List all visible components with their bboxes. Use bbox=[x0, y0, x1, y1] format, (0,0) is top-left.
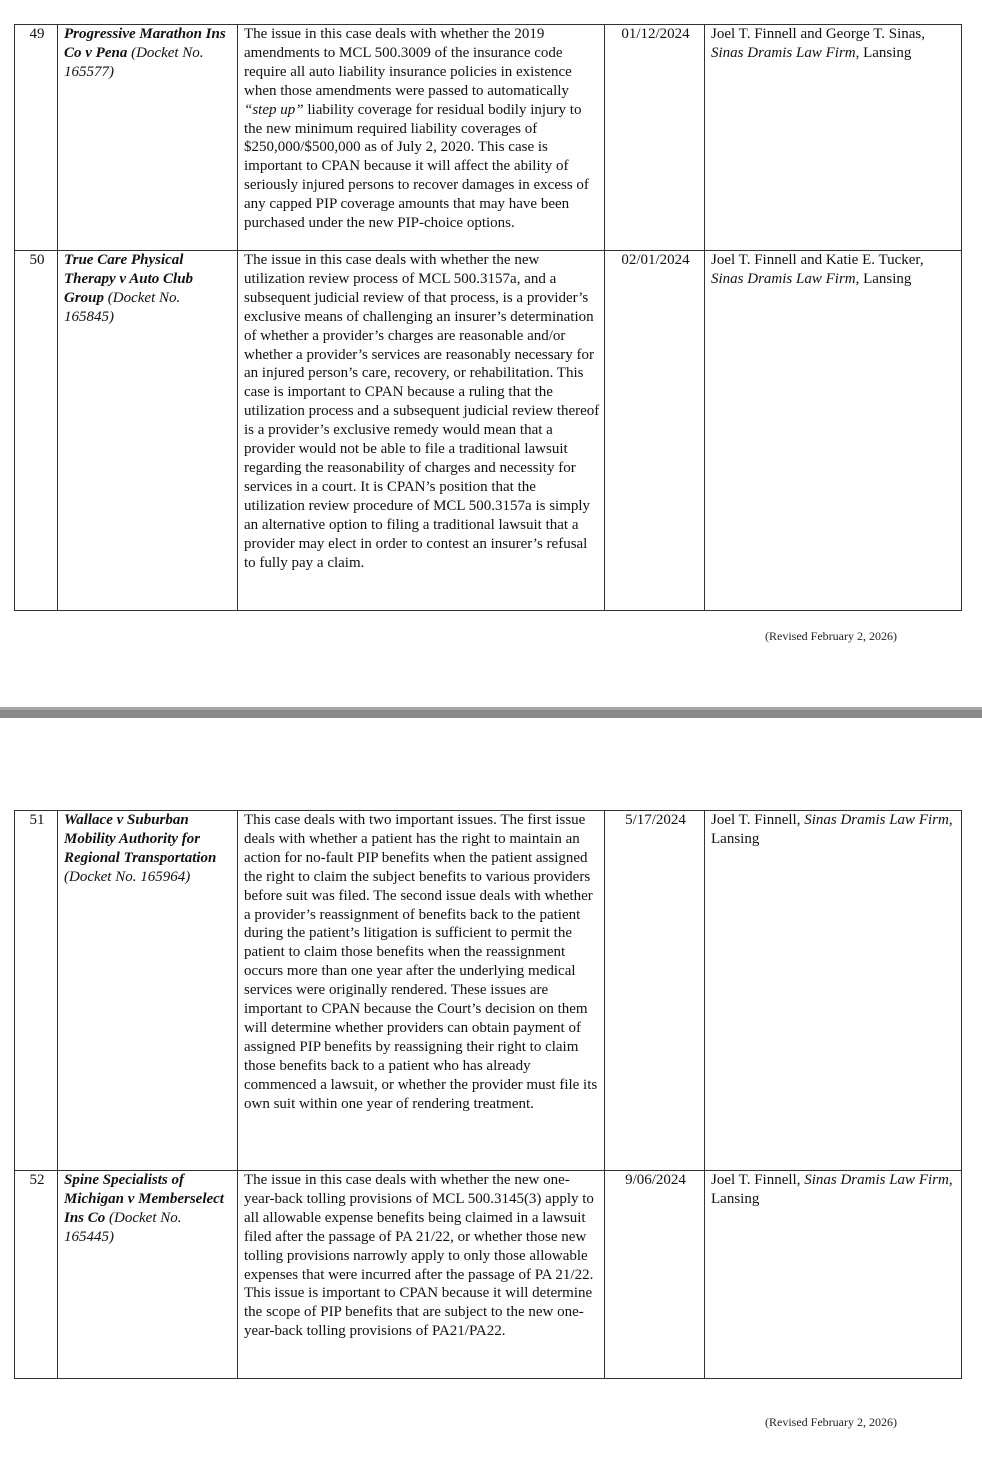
filing-date: 02/01/2024 bbox=[605, 251, 705, 611]
city: , Lansing bbox=[711, 812, 953, 847]
cases-table-page2 bbox=[14, 810, 962, 1379]
docket-number: (Docket No. 165577) bbox=[64, 44, 204, 80]
attorneys-cell bbox=[705, 1171, 962, 1379]
law-firm: Sinas Dramis Law Firm bbox=[804, 1172, 949, 1188]
law-firm: Sinas Dramis Law Firm bbox=[711, 44, 856, 61]
case-description: This case deals with two important issues. The first issue deals with whether a patient has the right to maintain an action for no-fault PIP benefits when the patient assigned the right to claim the subject benefits to various providers before suit was filed. The second issue deals with whether a provider’s reassignment of benefits back to the patient during the patient’s litigation is sufficient to permit the patient to claim those benefits when the reassignment occurs more than one year after the underlying medical services were originally rendered. These issues are important to CPAN because the Court’s decision on them will determine whether providers can obtain payment of assigned PIP benefits by reassigning their right to claim those benefits back to a patient who has already commenced a lawsuit, or whether the provider must file its own suit within one year of rendering treatment. bbox=[238, 811, 605, 1171]
table-row bbox=[15, 25, 962, 251]
case-description bbox=[238, 25, 605, 251]
docket-number: (Docket No. 165964) bbox=[64, 868, 191, 885]
cases-table-page1 bbox=[14, 24, 962, 611]
docket-number: (Docket No. 165845) bbox=[64, 289, 181, 325]
filing-date: 5/17/2024 bbox=[605, 811, 705, 1171]
case-name: Wallace v Suburban Mobility Authority for Regional Transportation bbox=[64, 812, 217, 866]
attorneys-cell bbox=[705, 251, 962, 611]
case-number: 50 bbox=[15, 251, 58, 611]
case-number: 49 bbox=[15, 25, 58, 251]
case-number: 51 bbox=[15, 811, 58, 1171]
attorneys: Joel T. Finnell and Katie E. Tucker, bbox=[711, 252, 924, 268]
table-row bbox=[15, 811, 962, 1171]
case-title-cell bbox=[58, 811, 238, 1171]
case-title-cell bbox=[58, 1171, 238, 1379]
case-name: True Care Physical Therapy v Auto Club Group bbox=[64, 252, 194, 306]
description-text: liability coverage for residual bodily injury to the new minimum required liability coverages of $250,000/$500,000 as of July 2, 2020. This case is important to CPAN because it will affect the ability of seriously injured persons to recover damages in excess of any capped PIP coverage amounts that may have been purchased under the new PIP-choice options. bbox=[244, 101, 589, 232]
case-description: The issue in this case deals with whether the new utilization review process of MCL 500.3157a, and a subsequent judicial review of that process, is a provider’s exclusive means of challenging an insurer’s determination of whether a provider’s charges are reasonable and/or whether a provider’s services are reasonably necessary for an injured person’s care, recovery, or rehabilitation. This case is important to CPAN because a ruling that the utilization process and a subsequent judicial review thereof is a provider’s exclusive remedy would mean that a provider would not be able to file a traditional lawsuit regarding the reasonability of charges and necessity for services in a court. It is CPAN’s position that the utilization review procedure of MCL 500.3157a is simply an alternative option to filing a traditional lawsuit that a provider may elect in order to contest an insurer’s refusal to fully pay a claim. bbox=[238, 251, 605, 611]
case-title-cell bbox=[58, 251, 238, 611]
case-description: The issue in this case deals with whether the new one-year-back tolling provisions of MCL 500.3145(3) apply to all allowable expense benefits being claimed in a lawsuit filed after the passage of PA 21/22, or whether those new tolling provisions narrowly apply to only those allowable expenses that were incurred after the passage of PA 21/22. This issue is important to CPAN because it will determine the scope of PIP benefits that are subject to the new one-year-back tolling provisions of PA21/PA22. bbox=[238, 1171, 605, 1379]
table-row bbox=[15, 1171, 962, 1379]
page-divider bbox=[0, 707, 982, 718]
description-text: The issue in this case deals with whether the 2019 amendments to MCL 500.3009 of the insurance code require all auto liability insurance policies in existence when those amendments were passed to automatically bbox=[244, 26, 572, 99]
filing-date: 9/06/2024 bbox=[605, 1171, 705, 1379]
city: , Lansing bbox=[711, 1172, 953, 1207]
case-name: Progressive Marathon Ins Co v Pena bbox=[64, 26, 226, 61]
city: , Lansing bbox=[855, 44, 912, 61]
case-name: Spine Specialists of Michigan v Memberselect Ins Co bbox=[64, 1172, 224, 1226]
case-title-cell bbox=[58, 25, 238, 251]
revised-date-footer: (Revised February 2, 2026) bbox=[765, 1415, 897, 1429]
revised-date-footer: (Revised February 2, 2026) bbox=[765, 629, 897, 643]
attorneys: Joel T. Finnell, bbox=[711, 812, 805, 828]
attorneys-cell bbox=[705, 25, 962, 251]
docket-number: (Docket No. 165445) bbox=[64, 1209, 182, 1245]
case-number: 52 bbox=[15, 1171, 58, 1379]
law-firm: Sinas Dramis Law Firm bbox=[804, 812, 949, 828]
attorneys-cell bbox=[705, 811, 962, 1171]
attorneys: Joel T. Finnell and George T. Sinas, bbox=[711, 26, 926, 42]
description-emphasis: “step up” bbox=[244, 101, 304, 118]
city: , Lansing bbox=[855, 270, 912, 287]
attorneys: Joel T. Finnell, bbox=[711, 1172, 805, 1188]
filing-date: 01/12/2024 bbox=[605, 25, 705, 251]
law-firm: Sinas Dramis Law Firm bbox=[711, 270, 856, 287]
table-row bbox=[15, 251, 962, 611]
